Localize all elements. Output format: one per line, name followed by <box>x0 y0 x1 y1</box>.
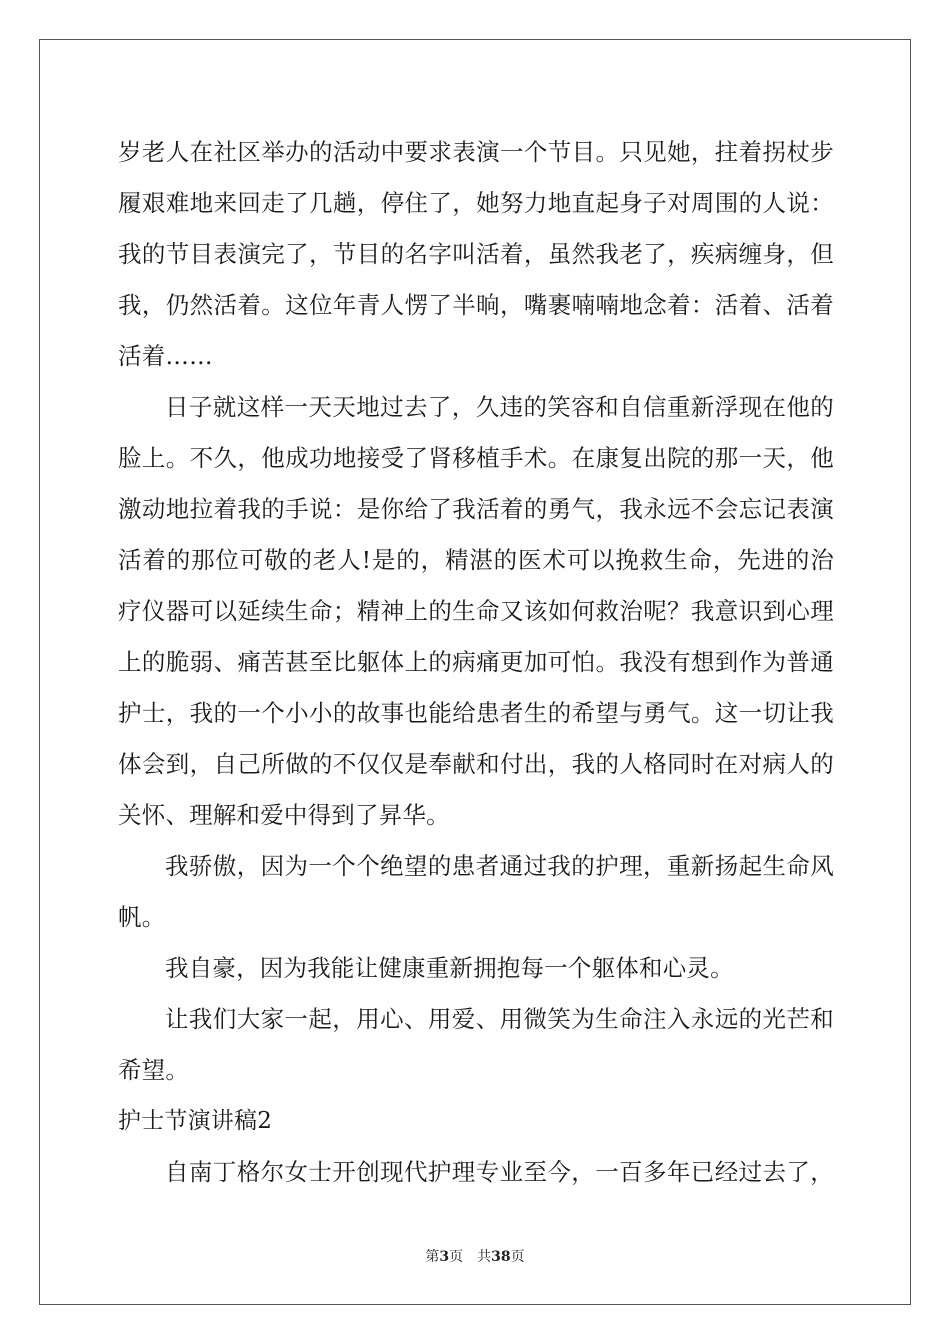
paragraph-first-line: 我自豪，因为我能让健康重新拥抱每一个躯体和心灵。 <box>165 954 734 982</box>
page-number: 3 <box>439 1249 450 1265</box>
paragraph-first-line: 让我们大家一起，用心、用爱、用微笑为生命注入永远的光芒和 <box>165 1005 834 1033</box>
text-line: 活着的那位可敬的老人!是的，精湛的医术可以挽救生命，先进的治 <box>118 546 834 574</box>
text-line: 活着…… <box>118 342 213 370</box>
total-suffix: 页 <box>510 1249 525 1265</box>
paragraph-first-line: 自南丁格尔女士开创现代护理专业至今，一百多年已经过去了， <box>165 1158 834 1186</box>
text-line: 关怀、理解和爱中得到了昇华。 <box>118 801 450 829</box>
paragraph-first-line: 日子就这样一天天地过去了，久违的笑容和自信重新浮现在他的 <box>165 393 834 421</box>
total-prefix: 共 <box>477 1249 492 1265</box>
page-footer <box>0 1246 950 1266</box>
section-heading: 护士节演讲稿2 <box>118 1108 273 1134</box>
text-line: 希望。 <box>118 1056 190 1084</box>
text-line: 帆。 <box>118 903 166 931</box>
page-prefix: 第 <box>425 1249 440 1265</box>
text-line: 我的节目表演完了，节目的名字叫活着，虽然我老了，疾病缠身，但 <box>118 240 834 268</box>
text-line: 岁老人在社区举办的活动中要求表演一个节目。只见她，拄着拐杖步 <box>118 138 834 166</box>
page-suffix: 页 <box>449 1249 464 1265</box>
text-line: 履艰难地来回走了几趟，停住了，她努力地直起身子对周围的人说： <box>118 189 834 217</box>
text-line: 上的脆弱、痛苦甚至比躯体上的病痛更加可怕。我没有想到作为普通 <box>118 648 834 676</box>
text-line: 脸上。不久，他成功地接受了肾移植手术。在康复出院的那一天，他 <box>118 444 834 472</box>
text-line: 我，仍然活着。这位年青人愣了半晌，嘴裹喃喃地念着：活着、活着 <box>118 291 834 319</box>
text-line: 激动地拉着我的手说：是你给了我活着的勇气，我永远不会忘记表演 <box>118 495 834 523</box>
text-line: 疗仪器可以延续生命；精神上的生命又该如何救治呢？我意识到心理 <box>118 597 834 625</box>
paragraph-first-line: 我骄傲，因为一个个绝望的患者通过我的护理，重新扬起生命风 <box>165 852 834 880</box>
total-pages: 38 <box>491 1249 511 1265</box>
text-line: 体会到，自己所做的不仅仅是奉献和付出，我的人格同时在对病人的 <box>118 750 834 778</box>
text-line: 护士，我的一个小小的故事也能给患者生的希望与勇气。这一切让我 <box>118 699 834 727</box>
document-body <box>118 127 834 1198</box>
